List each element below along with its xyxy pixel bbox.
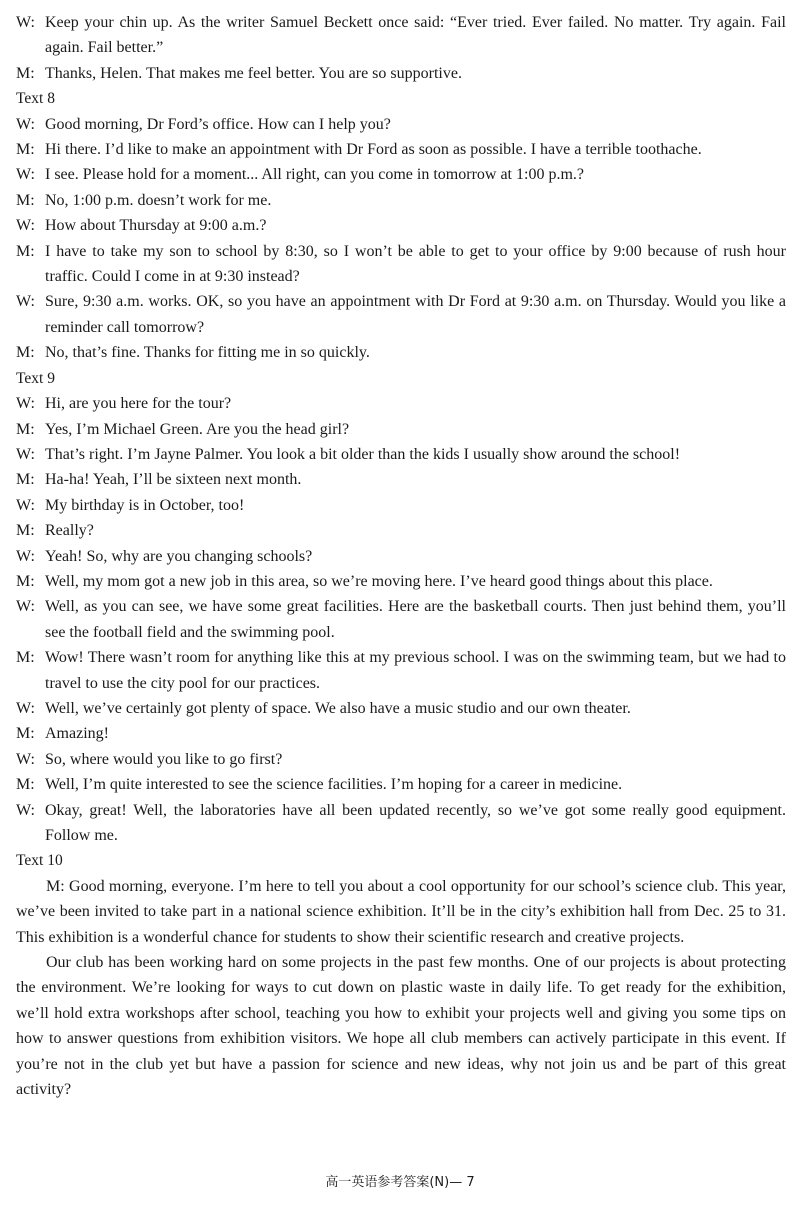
dialogue-text: Sure, 9:30 a.m. works. OK, so you have an appointment with Dr Ford at 9:30 a.m. on Thursday. Would you like a reminder call tomorrow? bbox=[45, 293, 786, 336]
page-footer: 高一英语参考答案(N)— 7 bbox=[325, 1175, 475, 1190]
document-body bbox=[16, 10, 786, 1102]
dialogue-line bbox=[16, 112, 786, 137]
speaker-label: W: bbox=[16, 496, 35, 514]
dialogue-text: Hi, are you here for the tour? bbox=[45, 395, 232, 413]
speaker-label: M: bbox=[16, 64, 35, 82]
dialogue-text: That’s right. I’m Jayne Palmer. You look a bit older than the kids I usually show around the school! bbox=[45, 445, 681, 463]
dialogue-line bbox=[16, 544, 786, 569]
dialogue-text: Really? bbox=[45, 522, 94, 540]
dialogue-text: Well, as you can see, we have some great facilities. Here are the basketball courts. Then just behind them, you’ll see the football field and the swimming pool. bbox=[45, 598, 786, 641]
dialogue-line bbox=[16, 61, 786, 86]
speaker-label: M: bbox=[16, 649, 35, 667]
dialogue-line bbox=[16, 289, 786, 340]
dialogue-text: Amazing! bbox=[45, 725, 109, 743]
dialogue-text: Ha-ha! Yeah, I’ll be sixteen next month. bbox=[45, 471, 302, 489]
speaker-label: W: bbox=[16, 750, 35, 768]
dialogue-text: Good morning, Dr Ford’s office. How can I help you? bbox=[45, 115, 391, 133]
dialogue-text: I have to take my son to school by 8:30, so I won’t be able to get to your office by 9:00 because of rush hour traffic. Could I come in at 9:30 instead? bbox=[45, 242, 786, 286]
dialogue-line bbox=[16, 442, 786, 467]
monologue-paragraph: M: Good morning, everyone. I’m here to tell you about a cool opportunity for our school’s science club. This year, we’ve been invited to take part in a national science exhibition. It’ll be in the city’s exhibition hall from Dec. 25 to 31. This exhibition is a wonderful chance for students to show their scientific research and creative projects. bbox=[16, 877, 786, 946]
dialogue-line bbox=[16, 137, 786, 162]
speaker-label: M: bbox=[16, 141, 35, 159]
speaker-label: W: bbox=[16, 14, 35, 31]
dialogue-line bbox=[16, 340, 786, 365]
dialogue-line bbox=[16, 645, 786, 696]
dialogue-text: I see. Please hold for a moment... All right, can you come in tomorrow at 1:00 p.m.? bbox=[45, 166, 584, 184]
dialogue-line bbox=[16, 518, 786, 543]
dialogue-line bbox=[16, 417, 786, 442]
speaker-label: W: bbox=[16, 115, 35, 133]
dialogue-text: Yes, I’m Michael Green. Are you the head girl? bbox=[45, 420, 350, 438]
dialogue-line bbox=[16, 747, 786, 772]
dialogue-line bbox=[16, 239, 786, 290]
dialogue-line bbox=[16, 162, 786, 187]
speaker-label: W: bbox=[16, 395, 35, 413]
speaker-label: W: bbox=[16, 293, 35, 311]
dialogue-text: Well, we’ve certainly got plenty of space. We also have a music studio and our own theater. bbox=[45, 699, 631, 717]
dialogue-line bbox=[16, 10, 786, 61]
speaker-label: M: bbox=[16, 776, 35, 794]
speaker-label: W: bbox=[16, 217, 35, 235]
dialogue-text: Yeah! So, why are you changing schools? bbox=[45, 547, 313, 565]
speaker-label: M: bbox=[16, 725, 35, 743]
speaker-label: W: bbox=[16, 445, 35, 463]
speaker-label: W: bbox=[16, 801, 35, 819]
dialogue-line bbox=[16, 696, 786, 721]
dialogue-line bbox=[16, 798, 786, 849]
speaker-label: M: bbox=[16, 420, 35, 438]
dialogue-text: My birthday is in October, too! bbox=[45, 496, 245, 514]
monologue-paragraph: Our club has been working hard on some projects in the past few months. One of our projects is about protecting the environment. We’re looking for ways to cut down on plastic waste in daily life. To get ready for the exhibition, we’ll hold extra workshops after school, teaching you how to exhibit your projects well and giving you some tips on how to answer questions from exhibition visitors. We hope all club members can actively participate in this event. If you’re not in the club yet but have a passion for science and new ideas, why not join us and be part of this great activity? bbox=[16, 954, 786, 1099]
speaker-label: W: bbox=[16, 166, 35, 184]
dialogue-line bbox=[16, 391, 786, 416]
dialogue-text: Okay, great! Well, the laboratories have all been updated recently, so we’ve got some really good equipment. Follow me. bbox=[45, 801, 786, 844]
dialogue-line bbox=[16, 467, 786, 492]
dialogue-text: Thanks, Helen. That makes me feel better. You are so supportive. bbox=[45, 64, 462, 82]
dialogue-line bbox=[16, 594, 786, 645]
dialogue-line bbox=[16, 772, 786, 797]
dialogue-line bbox=[16, 569, 786, 594]
speaker-label: W: bbox=[16, 598, 35, 616]
speaker-label: W: bbox=[16, 547, 35, 565]
dialogue-text: So, where would you like to go first? bbox=[45, 750, 283, 768]
dialogue-line bbox=[16, 213, 786, 238]
speaker-label: M: bbox=[16, 522, 35, 540]
dialogue-line bbox=[16, 493, 786, 518]
speaker-label: M: bbox=[16, 191, 35, 209]
dialogue-text: Wow! There wasn’t room for anything like this at my previous school. I was on the swimming team, but we had to travel to use the city pool for our practices. bbox=[45, 649, 786, 692]
dialogue-text: Keep your chin up. As the writer Samuel Beckett once said: “Ever tried. Ever failed. No matter. Try again. Fail again. Fail better.” bbox=[45, 14, 786, 57]
section-heading: Text 10 bbox=[16, 852, 63, 870]
dialogue-text: Well, I’m quite interested to see the science facilities. I’m hoping for a career in medicine. bbox=[45, 776, 623, 794]
dialogue-text: Hi there. I’d like to make an appointment with Dr Ford as soon as possible. I have a terrible toothache. bbox=[45, 141, 702, 159]
speaker-label: W: bbox=[16, 699, 35, 717]
section-heading: Text 9 bbox=[16, 369, 55, 387]
speaker-label: M: bbox=[16, 572, 35, 590]
section-heading: Text 8 bbox=[16, 90, 55, 108]
speaker-label: M: bbox=[16, 242, 35, 260]
dialogue-text: No, 1:00 p.m. doesn’t work for me. bbox=[45, 191, 272, 209]
dialogue-text: How about Thursday at 9:00 a.m.? bbox=[45, 217, 267, 235]
speaker-label: M: bbox=[16, 344, 35, 362]
speaker-label: M: bbox=[16, 471, 35, 489]
dialogue-line bbox=[16, 188, 786, 213]
dialogue-text: No, that’s fine. Thanks for fitting me in so quickly. bbox=[45, 344, 370, 362]
dialogue-text: Well, my mom got a new job in this area, so we’re moving here. I’ve heard good things about this place. bbox=[45, 572, 713, 590]
dialogue-line bbox=[16, 721, 786, 746]
